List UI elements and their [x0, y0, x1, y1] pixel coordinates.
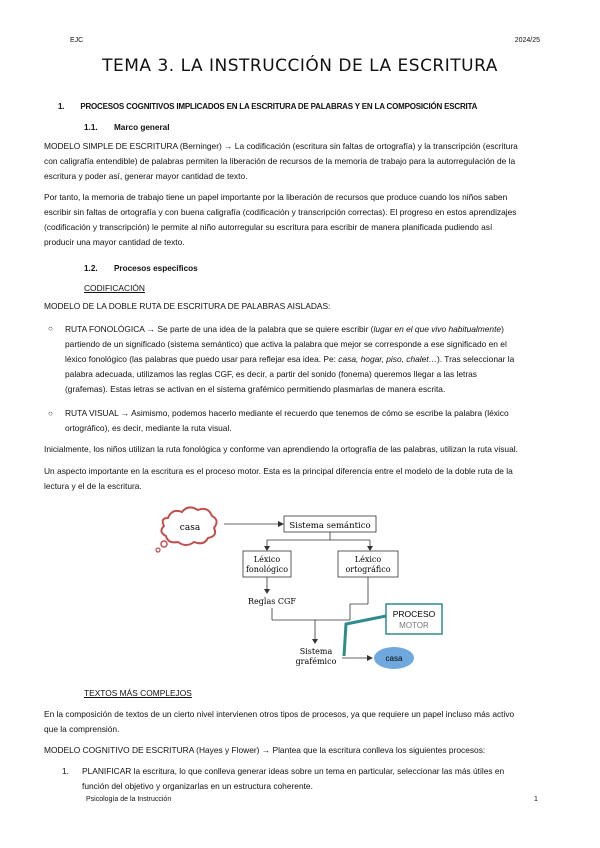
line: palabra adecuada, utilizamos las reglas CGF, es decir, a partir del sonido (fonema) queremos llegar a las letras	[65, 369, 477, 379]
line: Por tanto, la memoria de trabajo tiene un papel importante por la liberación de recursos que produce cuando los niños saben	[44, 192, 508, 202]
line: producir una mayor cantidad de texto.	[44, 237, 185, 247]
bullet-circle-icon: ○	[48, 409, 53, 418]
output-label: casa	[385, 654, 403, 663]
list-number: 1.	[62, 766, 69, 776]
line: con caligrafía entendible) de palabras permiten la liberación de recursos de la memoria de trabajo para la autorregulación de la	[44, 156, 516, 166]
subsection-1-1	[84, 123, 169, 132]
subsection-number: 1.2.	[84, 264, 98, 273]
paragraph-memoria-trabajo	[44, 190, 559, 250]
lexico-fonologico-label: Léxico	[253, 555, 281, 564]
textos-complejos-heading: TEXTOS MÁS COMPLEJOS	[84, 688, 192, 698]
modelo-doble-ruta: MODELO DE LA DOBLE RUTA DE ESCRITURA DE PALABRAS AISLADAS:	[44, 301, 331, 311]
thought-bubble-icon	[161, 541, 167, 547]
bullet-circle-icon: ○	[48, 324, 53, 333]
line: ortográfico), es decir, mediante la ruta visual.	[65, 423, 232, 433]
header-right: 2024/25	[514, 37, 540, 44]
line: RUTA VISUAL → Asimismo, podemos hacerlo mediante el recuerdo que tenemos de cómo se escribe la palabra (léxico	[65, 408, 509, 418]
section-number: 1.	[58, 102, 65, 111]
sistema-semantico-label: Sistema semántico	[289, 521, 371, 531]
line: MODELO SIMPLE DE ESCRITURA (Berninger) → La codificación (escritura sin faltas de ortografía) y la transcripción (escritura	[44, 141, 518, 151]
header-left: EJC	[70, 37, 84, 44]
subsection-number: 1.1.	[84, 123, 98, 132]
footer-page-number: 1	[534, 796, 538, 803]
paragraph-modelo-simple	[44, 139, 559, 184]
lexico-ortografico-label: Léxico	[354, 555, 382, 564]
line: escribir sin faltas de ortografía y con buena caligrafía (codificación y transcripción correctas). El progreso en estos aprendizajes	[44, 207, 517, 217]
proceso-motor-label: PROCESO	[392, 609, 436, 619]
list-item-planificar	[82, 764, 559, 794]
subsection-title: Procesos específicos	[113, 264, 198, 273]
line: lectura y el de la escritura.	[44, 481, 142, 491]
arrow-head-icon	[264, 546, 270, 551]
line: Un aspecto importante en la escritura es el proceso motor. Esta es la principal diferencia entre el modelo de la doble ruta de la	[44, 466, 513, 476]
motor-connector	[344, 616, 386, 656]
subsection-title: Marco general	[113, 123, 170, 132]
proceso-motor-label: MOTOR	[399, 621, 429, 630]
italic-text: casa, hogar, piso, chalet…	[338, 354, 437, 364]
paragraph-composicion	[44, 707, 559, 737]
section-1-heading	[58, 102, 477, 111]
text: léxico fonológico (las palabras que puedo usar para reflejar esa idea. Pe:	[65, 354, 339, 364]
lexico-ortografico-label: ortográfico	[345, 565, 391, 574]
line: (grafemas). Estas letras se activan en el sistema grafémico permitiendo plasmarlas de manera escrita.	[65, 384, 446, 394]
arrow-head-icon	[367, 655, 373, 661]
arrow-head-icon	[312, 639, 318, 644]
arrow-head-icon	[264, 589, 270, 594]
line: En la composición de textos de un cierto nivel intervienen otros tipos de procesos, ya que requiere un papel incluso más activo	[44, 709, 515, 719]
italic-text: lugar en el que vivo habitualmente	[373, 324, 502, 334]
subsection-1-2	[84, 264, 198, 273]
paragraph-proceso-motor	[44, 464, 559, 494]
footer-course: Psicología de la Instrucción	[86, 796, 172, 803]
reglas-cgf-label: Reglas CGF	[248, 597, 296, 606]
paragraph-inicialmente: Inicialmente, los niños utilizan la ruta fonológica y conforme van aprendiendo la ortografía de las palabras, utilizan la ruta visual.	[44, 444, 518, 454]
text: )	[501, 324, 504, 334]
section-title: PROCESOS COGNITIVOS IMPLICADOS EN LA ESCRITURA DE PALABRAS Y EN LA COMPOSICIÓN ESCRITA	[80, 102, 478, 111]
line: (codificación y transcripción) le permite al niño autorregular su escritura para escribir de manera planificada pudiendo así	[44, 222, 493, 232]
paragraph-modelo-cognitivo: MODELO COGNITIVO DE ESCRITURA (Hayes y Flower) → Plantea que la escritura conlleva los siguientes procesos:	[44, 745, 486, 755]
arrow-head-icon	[278, 521, 284, 527]
doble-ruta-diagram	[150, 500, 470, 690]
cloud-label: casa	[179, 523, 201, 533]
sistema-grafemico-label: Sistema	[299, 647, 333, 656]
text: RUTA FONOLÓGICA → Se parte de una idea de la palabra que se quiere escribir (	[65, 324, 374, 334]
sistema-grafemico-label: grafémico	[295, 657, 337, 666]
line: escritura y poder así, generar mayor cantidad de texto.	[44, 171, 248, 181]
line: PLANIFICAR la escritura, lo que conlleva generar ideas sobre un tema en particular, seleccionar las más útiles en	[82, 766, 505, 776]
bullet-ruta-fonologica	[65, 322, 559, 397]
bullet-ruta-visual	[65, 406, 559, 436]
line: partiendo de un significado (sistema semántico) que activa la palabra que mejor se corresponde a ese significado en el	[65, 339, 507, 349]
text: ). Tras seleccionar la	[437, 354, 515, 364]
page-title: TEMA 3. LA INSTRUCCIÓN DE LA ESCRITURA	[102, 56, 498, 76]
line: función del objetivo y organizarlas en un estructura coherente.	[82, 781, 313, 791]
lexico-fonologico-label: fonológico	[245, 565, 289, 574]
codificacion-heading: CODIFICACIÓN	[84, 283, 145, 293]
line: que la comprensión.	[44, 724, 120, 734]
arrow-head-icon	[367, 546, 373, 551]
thought-bubble-icon	[156, 548, 160, 552]
